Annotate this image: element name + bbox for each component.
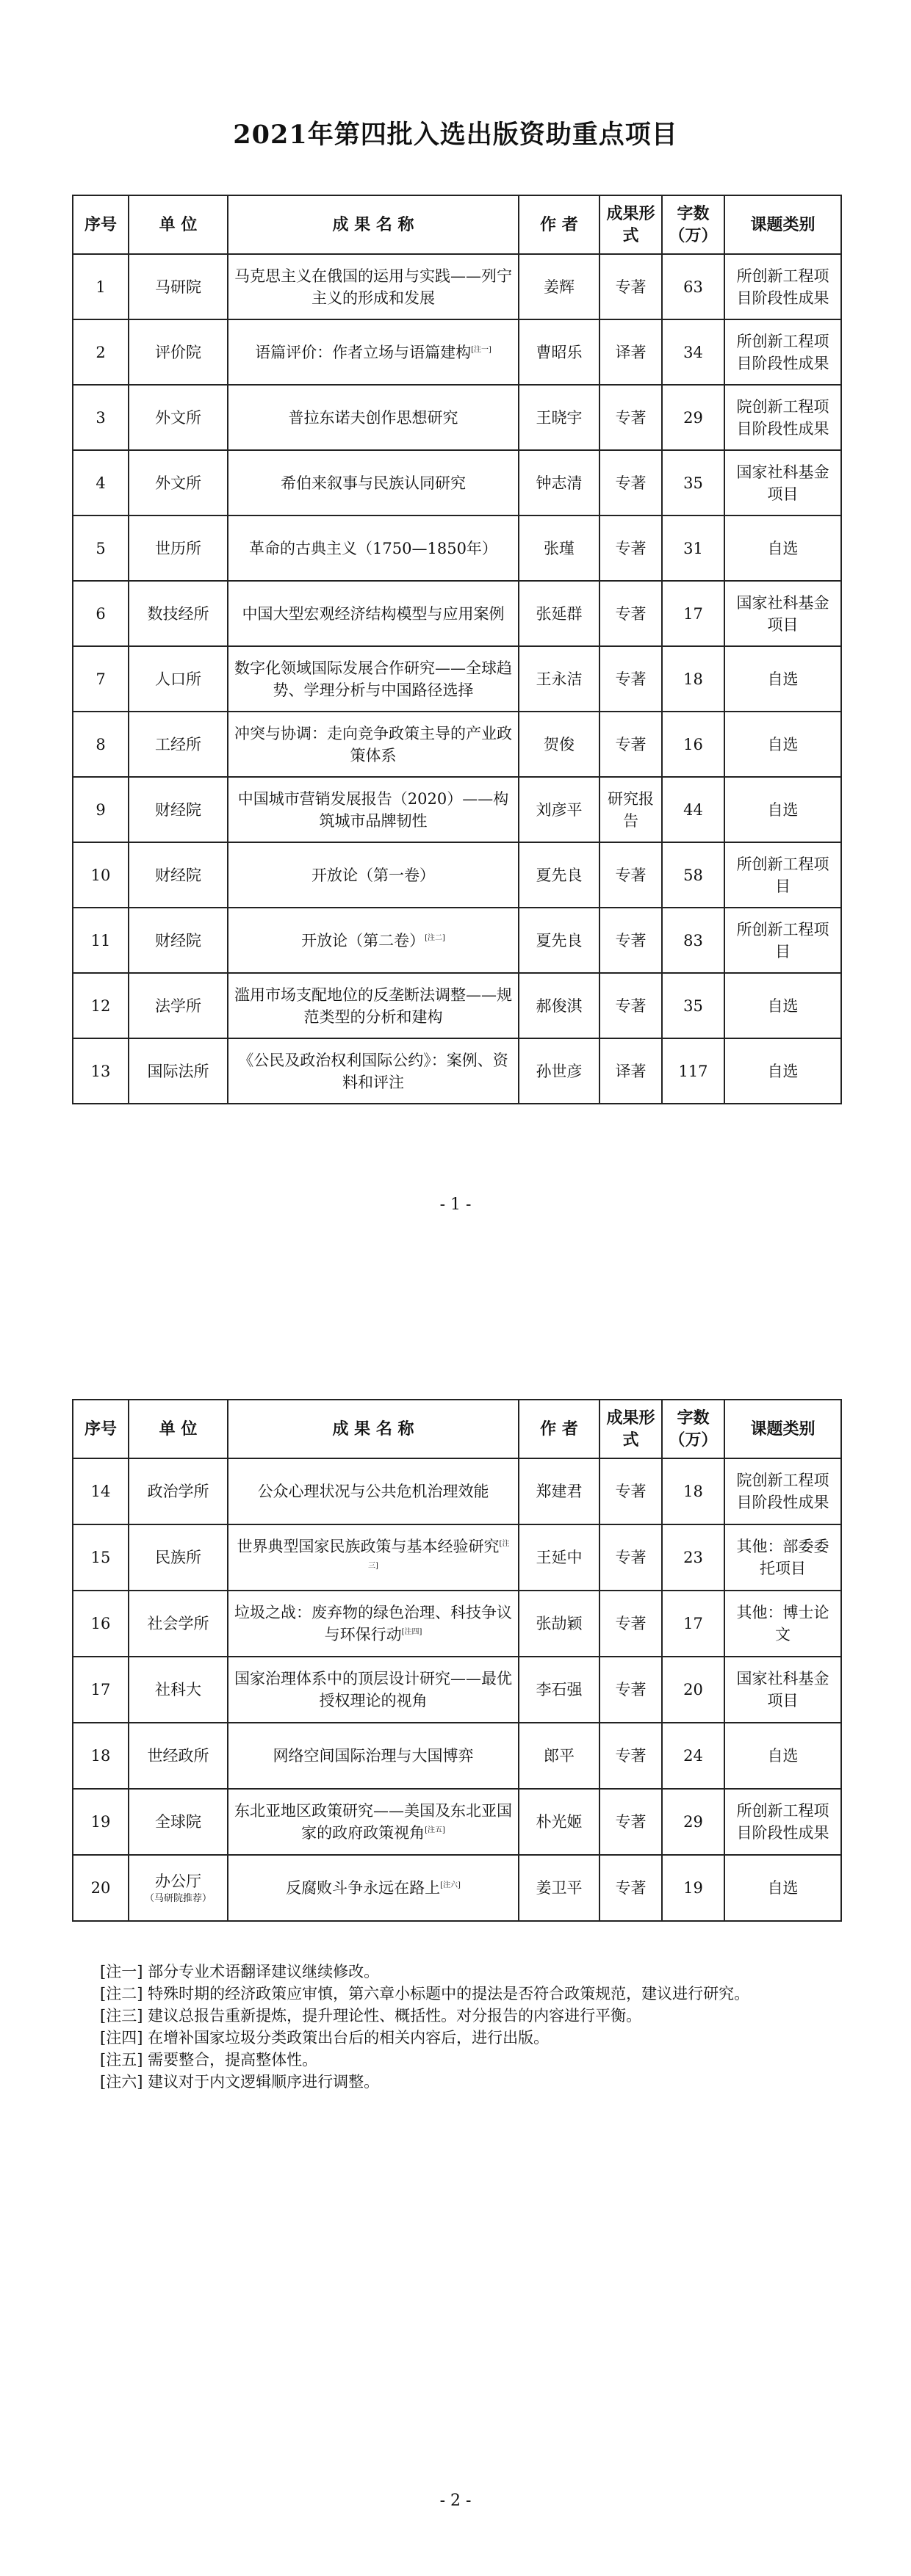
header-words: 字数（万） <box>662 1400 724 1458</box>
cell-no: 1 <box>73 254 129 319</box>
cell-author: 张劼颖 <box>519 1591 599 1657</box>
cell-unit <box>129 842 228 908</box>
cell-form: 专著 <box>599 1657 662 1723</box>
note-ref: [注二] <box>425 933 445 942</box>
unit-name: 财经院 <box>155 931 201 949</box>
cell-author: 王晓宇 <box>519 385 599 450</box>
cell-title <box>228 1855 519 1921</box>
cell-title <box>228 385 519 450</box>
unit-name: 法学所 <box>155 996 201 1015</box>
title-text: 滥用市场支配地位的反垄断法调整——规范类型的分析和建构 <box>234 985 512 1026</box>
cell-form: 专著 <box>599 646 662 712</box>
title-text: 网络空间国际治理与大国博弈 <box>273 1747 474 1765</box>
cell-author: 曹昭乐 <box>519 319 599 385</box>
note-item <box>100 2071 768 2093</box>
cell-title <box>228 1789 519 1855</box>
cell-words: 17 <box>662 1591 724 1657</box>
cell-no: 4 <box>73 450 129 515</box>
cell-form: 专著 <box>599 1524 662 1591</box>
cell-title <box>228 254 519 319</box>
cell-no: 14 <box>73 1458 129 1524</box>
cell-no: 8 <box>73 712 129 777</box>
cell-unit <box>129 581 228 646</box>
note-label: [注六] <box>100 2073 143 2091</box>
unit-note: （马研院推荐） <box>144 1893 212 1904</box>
unit-name: 政治学所 <box>147 1483 209 1500</box>
note-label: [注一] <box>100 1963 143 1980</box>
header-author: 作 者 <box>519 195 599 254</box>
table-row <box>73 385 841 450</box>
cell-no: 12 <box>73 973 129 1038</box>
unit-name: 评价院 <box>155 343 201 361</box>
note-text: 部分专业术语翻译建议继续修改。 <box>148 1963 380 1980</box>
table-row <box>73 712 841 777</box>
cell-title <box>228 908 519 973</box>
table-row <box>73 581 841 646</box>
table-row <box>73 1723 841 1789</box>
cell-type: 自选 <box>724 646 841 712</box>
cell-title <box>228 581 519 646</box>
unit-name: 办公厅 <box>155 1873 201 1890</box>
cell-title <box>228 842 519 908</box>
title-text: 东北亚地区政策研究——美国及东北亚国家的政府政策视角 <box>234 1802 512 1842</box>
cell-title <box>228 1038 519 1104</box>
header-no: 序号 <box>73 195 129 254</box>
cell-words: 35 <box>662 450 724 515</box>
cell-form: 专著 <box>599 254 662 319</box>
cell-type: 其他：部委委托项目 <box>724 1524 841 1591</box>
cell-form: 专著 <box>599 973 662 1038</box>
title-text: 反腐败斗争永远在路上 <box>286 1879 441 1897</box>
cell-form: 专著 <box>599 1458 662 1524</box>
cell-words: 18 <box>662 646 724 712</box>
note-item <box>100 2027 768 2049</box>
cell-words: 29 <box>662 1789 724 1855</box>
unit-name: 社会学所 <box>147 1615 209 1632</box>
unit-name: 工经所 <box>155 735 201 753</box>
header-form: 成果形式 <box>599 195 662 254</box>
table-row <box>73 1855 841 1921</box>
cell-unit <box>129 450 228 515</box>
table-row <box>73 1789 841 1855</box>
page-number: - 1 - <box>439 1195 472 1214</box>
note-label: [注四] <box>100 2029 143 2047</box>
table-row <box>73 515 841 581</box>
cell-words: 16 <box>662 712 724 777</box>
table-header-row <box>73 195 841 254</box>
cell-form: 专著 <box>599 581 662 646</box>
title-text: 数字化领域国际发展合作研究——全球趋势、学理分析与中国路径选择 <box>234 659 512 699</box>
cell-form: 译著 <box>599 319 662 385</box>
table-row <box>73 842 841 908</box>
title-text: 公众心理状况与公共危机治理效能 <box>257 1483 489 1500</box>
cell-type: 国家社科基金项目 <box>724 581 841 646</box>
cell-type: 院创新工程项目阶段性成果 <box>724 385 841 450</box>
header-form: 成果形式 <box>599 1400 662 1458</box>
cell-form: 专著 <box>599 842 662 908</box>
cell-form: 专著 <box>599 712 662 777</box>
cell-no: 3 <box>73 385 129 450</box>
cell-unit <box>129 1789 228 1855</box>
cell-words: 117 <box>662 1038 724 1104</box>
table-row <box>73 254 841 319</box>
cell-no: 10 <box>73 842 129 908</box>
page-number: - 2 - <box>439 2492 472 2510</box>
cell-unit <box>129 777 228 842</box>
cell-type: 院创新工程项目阶段性成果 <box>724 1458 841 1524</box>
table-row <box>73 450 841 515</box>
unit-name: 世经政所 <box>147 1747 209 1765</box>
note-ref: [注一] <box>471 345 491 354</box>
cell-type: 自选 <box>724 1855 841 1921</box>
cell-unit <box>129 908 228 973</box>
cell-type: 自选 <box>724 515 841 581</box>
cell-title <box>228 646 519 712</box>
cell-author: 李石强 <box>519 1657 599 1723</box>
cell-title <box>228 319 519 385</box>
cell-type: 其他：博士论文 <box>724 1591 841 1657</box>
cell-type: 国家社科基金项目 <box>724 1657 841 1723</box>
table-row <box>73 777 841 842</box>
cell-author: 姜辉 <box>519 254 599 319</box>
note-ref: [注六] <box>440 1881 461 1889</box>
cell-type: 国家社科基金项目 <box>724 450 841 515</box>
title-text: 马克思主义在俄国的运用与实践——列宁主义的形成和发展 <box>234 267 512 307</box>
cell-words: 24 <box>662 1723 724 1789</box>
note-item <box>100 1983 768 2005</box>
note-item <box>100 1961 768 1983</box>
cell-no: 13 <box>73 1038 129 1104</box>
cell-type: 自选 <box>724 973 841 1038</box>
cell-unit <box>129 1855 228 1921</box>
header-no: 序号 <box>73 1400 129 1458</box>
cell-form: 研究报告 <box>599 777 662 842</box>
cell-title <box>228 1723 519 1789</box>
note-text: 建议总报告重新提炼，提升理论性、概括性。对分报告的内容进行平衡。 <box>148 2007 642 2025</box>
cell-no: 6 <box>73 581 129 646</box>
cell-author: 姜卫平 <box>519 1855 599 1921</box>
cell-form: 译著 <box>599 1038 662 1104</box>
note-text: 需要整合，提高整体性。 <box>148 2051 318 2069</box>
table-header-row <box>73 1400 841 1458</box>
note-text: 建议对于内文逻辑顺序进行调整。 <box>148 2073 380 2091</box>
cell-unit <box>129 515 228 581</box>
cell-form: 专著 <box>599 1723 662 1789</box>
cell-type: 所创新工程项目阶段性成果 <box>724 1789 841 1855</box>
header-unit: 单 位 <box>129 1400 228 1458</box>
page-title: 2021年第四批入选出版资助重点项目 <box>233 120 678 150</box>
title-text: 开放论（第一卷） <box>312 866 435 884</box>
cell-unit <box>129 1591 228 1657</box>
cell-words: 44 <box>662 777 724 842</box>
cell-author: 郎平 <box>519 1723 599 1789</box>
cell-author: 孙世彦 <box>519 1038 599 1104</box>
header-type: 课题类别 <box>724 195 841 254</box>
cell-type: 自选 <box>724 1723 841 1789</box>
note-item <box>100 2005 768 2027</box>
cell-unit <box>129 973 228 1038</box>
title-text: 开放论（第二卷） <box>301 931 425 949</box>
unit-name: 数技经所 <box>147 604 209 623</box>
unit-name: 全球院 <box>155 1813 201 1831</box>
cell-author: 王延中 <box>519 1524 599 1591</box>
cell-no: 17 <box>73 1657 129 1723</box>
cell-author: 夏先良 <box>519 842 599 908</box>
note-label: [注三] <box>100 2007 143 2025</box>
header-unit: 单 位 <box>129 195 228 254</box>
cell-title <box>228 712 519 777</box>
note-item <box>100 2049 768 2071</box>
header-words: 字数（万） <box>662 195 724 254</box>
cell-type: 自选 <box>724 1038 841 1104</box>
projects-table-page2 <box>72 1399 842 1922</box>
title-text: 中国城市营销发展报告（2020）——构筑城市品牌韧性 <box>237 789 509 830</box>
cell-type: 所创新工程项目 <box>724 842 841 908</box>
cell-unit <box>129 254 228 319</box>
cell-author: 张延群 <box>519 581 599 646</box>
cell-no: 18 <box>73 1723 129 1789</box>
unit-name: 财经院 <box>155 800 201 819</box>
cell-no: 15 <box>73 1524 129 1591</box>
cell-form: 专著 <box>599 450 662 515</box>
cell-title <box>228 973 519 1038</box>
cell-words: 23 <box>662 1524 724 1591</box>
cell-words: 29 <box>662 385 724 450</box>
unit-name: 社科大 <box>155 1681 201 1698</box>
cell-form: 专著 <box>599 1855 662 1921</box>
table-row <box>73 973 841 1038</box>
title-text: 普拉东诺夫创作思想研究 <box>288 408 458 427</box>
cell-no: 7 <box>73 646 129 712</box>
unit-name: 财经院 <box>155 866 201 884</box>
title-text: 中国大型宏观经济结构模型与应用案例 <box>242 604 505 623</box>
header-author: 作 者 <box>519 1400 599 1458</box>
unit-name: 外文所 <box>155 474 201 492</box>
cell-no: 2 <box>73 319 129 385</box>
cell-words: 31 <box>662 515 724 581</box>
cell-words: 34 <box>662 319 724 385</box>
unit-name: 人口所 <box>155 670 201 688</box>
cell-author: 张瑾 <box>519 515 599 581</box>
cell-no: 16 <box>73 1591 129 1657</box>
cell-unit <box>129 385 228 450</box>
header-type: 课题类别 <box>724 1400 841 1458</box>
cell-type: 所创新工程项目阶段性成果 <box>724 254 841 319</box>
note-text: 在增补国家垃圾分类政策出台后的相关内容后，进行出版。 <box>148 2029 550 2047</box>
note-ref: [注四] <box>401 1628 422 1636</box>
title-text: 革命的古典主义（1750—1850年） <box>249 539 497 557</box>
cell-title <box>228 1591 519 1657</box>
projects-table-page1 <box>72 195 842 1104</box>
table-row <box>73 1458 841 1524</box>
cell-words: 58 <box>662 842 724 908</box>
cell-author: 刘彦平 <box>519 777 599 842</box>
unit-name: 外文所 <box>155 408 201 427</box>
cell-words: 35 <box>662 973 724 1038</box>
cell-title <box>228 777 519 842</box>
cell-no: 9 <box>73 777 129 842</box>
cell-title <box>228 450 519 515</box>
table-row <box>73 646 841 712</box>
cell-unit <box>129 712 228 777</box>
table-row <box>73 1038 841 1104</box>
cell-title <box>228 515 519 581</box>
cell-unit <box>129 319 228 385</box>
unit-name: 国际法所 <box>147 1062 209 1080</box>
table-row <box>73 1591 841 1657</box>
cell-author: 王永洁 <box>519 646 599 712</box>
cell-type: 所创新工程项目阶段性成果 <box>724 319 841 385</box>
unit-name: 世历所 <box>155 539 201 557</box>
cell-words: 19 <box>662 1855 724 1921</box>
cell-unit <box>129 1038 228 1104</box>
cell-type: 自选 <box>724 712 841 777</box>
table-row <box>73 1524 841 1591</box>
cell-no: 11 <box>73 908 129 973</box>
cell-unit <box>129 1723 228 1789</box>
note-ref: [注三] <box>368 1540 510 1570</box>
cell-no: 20 <box>73 1855 129 1921</box>
title-text: 世界典型国家民族政策与基本经验研究 <box>237 1538 500 1555</box>
title-text: 国家治理体系中的顶层设计研究——最优授权理论的视角 <box>234 1670 512 1710</box>
title-text: 语篇评价：作者立场与语篇建构 <box>255 343 472 361</box>
unit-name: 民族所 <box>155 1549 201 1566</box>
unit-name: 马研院 <box>155 278 201 296</box>
title-text: 希伯来叙事与民族认同研究 <box>281 474 466 492</box>
cell-unit <box>129 1458 228 1524</box>
cell-no: 5 <box>73 515 129 581</box>
cell-author: 郑建君 <box>519 1458 599 1524</box>
title-text: 垃圾之战：废弃物的绿色治理、科技争议与环保行动 <box>234 1604 512 1643</box>
cell-type: 自选 <box>724 777 841 842</box>
cell-form: 专著 <box>599 908 662 973</box>
cell-title <box>228 1524 519 1591</box>
cell-author: 朴光姬 <box>519 1789 599 1855</box>
cell-author: 钟志清 <box>519 450 599 515</box>
cell-words: 63 <box>662 254 724 319</box>
note-label: [注五] <box>100 2051 143 2069</box>
note-ref: [注五] <box>425 1826 445 1834</box>
cell-no: 19 <box>73 1789 129 1855</box>
cell-words: 83 <box>662 908 724 973</box>
cell-author: 夏先良 <box>519 908 599 973</box>
header-title: 成 果 名 称 <box>228 1400 519 1458</box>
title-text: 冲突与协调：走向竞争政策主导的产业政策体系 <box>234 724 512 764</box>
cell-author: 郝俊淇 <box>519 973 599 1038</box>
header-title: 成 果 名 称 <box>228 195 519 254</box>
notes-section <box>100 1961 768 2093</box>
cell-unit <box>129 1524 228 1591</box>
table-row <box>73 908 841 973</box>
cell-unit <box>129 1657 228 1723</box>
cell-author: 贺俊 <box>519 712 599 777</box>
table-row <box>73 1657 841 1723</box>
cell-form: 专著 <box>599 1789 662 1855</box>
cell-unit <box>129 646 228 712</box>
cell-title <box>228 1458 519 1524</box>
cell-form: 专著 <box>599 515 662 581</box>
cell-words: 20 <box>662 1657 724 1723</box>
cell-form: 专著 <box>599 385 662 450</box>
cell-form: 专著 <box>599 1591 662 1657</box>
cell-words: 18 <box>662 1458 724 1524</box>
title-text: 《公民及政治权利国际公约》：案例、资料和评注 <box>238 1051 508 1091</box>
note-text: 特殊时期的经济政策应审慎，第六章小标题中的提法是否符合政策规范，建议进行研究。 <box>148 1985 750 2002</box>
cell-title <box>228 1657 519 1723</box>
table-row <box>73 319 841 385</box>
note-label: [注二] <box>100 1985 143 2002</box>
cell-type: 所创新工程项目 <box>724 908 841 973</box>
cell-words: 17 <box>662 581 724 646</box>
